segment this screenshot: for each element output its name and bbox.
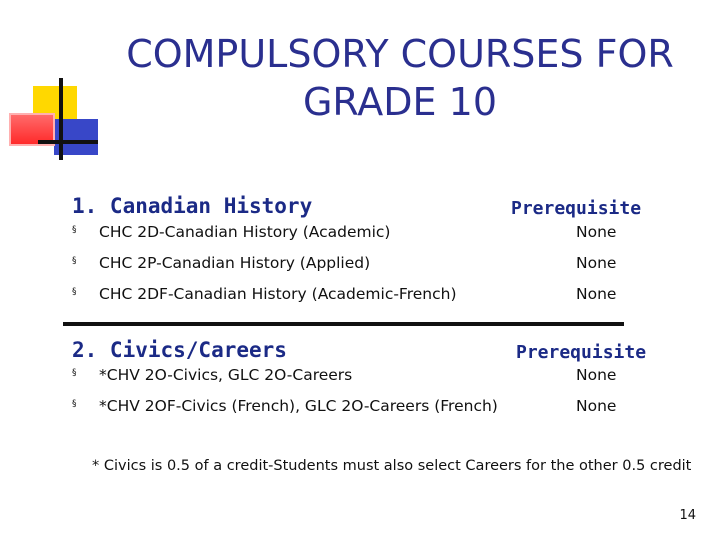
course-prerequisite: None [576,223,617,241]
course-row [72,254,632,278]
course-prerequisite: None [576,285,617,303]
bullet-icon: § [72,256,77,266]
course-row [72,366,632,390]
decorative-vertical-line [59,78,63,160]
bullet-icon: § [72,287,77,297]
course-row [72,397,632,421]
prerequisite-heading-1: Prerequisite [511,198,642,219]
decorative-horizontal-line [38,140,98,144]
bullet-icon: § [72,399,77,409]
course-name: CHC 2DF-Canadian History (Academic-French) [99,285,457,303]
slide-title: COMPULSORY COURSES FOR GRADE 10 [126,32,674,124]
course-name: CHC 2P-Canadian History (Applied) [99,254,371,272]
bullet-icon: § [72,368,77,378]
course-row [72,223,632,247]
course-row [72,285,632,309]
bullet-icon: § [72,225,77,235]
course-name: *CHV 2O-Civics, GLC 2O-Careers [99,366,353,384]
course-name: CHC 2D-Canadian History (Academic) [99,223,391,241]
course-prerequisite: None [576,254,617,272]
prerequisite-heading-2: Prerequisite [516,342,647,363]
course-name: *CHV 2OF-Civics (French), GLC 2O-Careers (French) [99,397,498,415]
section-heading-civics-careers: 2. Civics/Careers [72,338,287,362]
page-number: 14 [679,508,696,523]
footnote: * Civics is 0.5 of a credit-Students must also select Careers for the other 0.5 credit [92,458,692,474]
section-divider [63,322,624,326]
section-heading-canadian-history: 1. Canadian History [72,194,313,218]
course-prerequisite: None [576,366,617,384]
course-prerequisite: None [576,397,617,415]
